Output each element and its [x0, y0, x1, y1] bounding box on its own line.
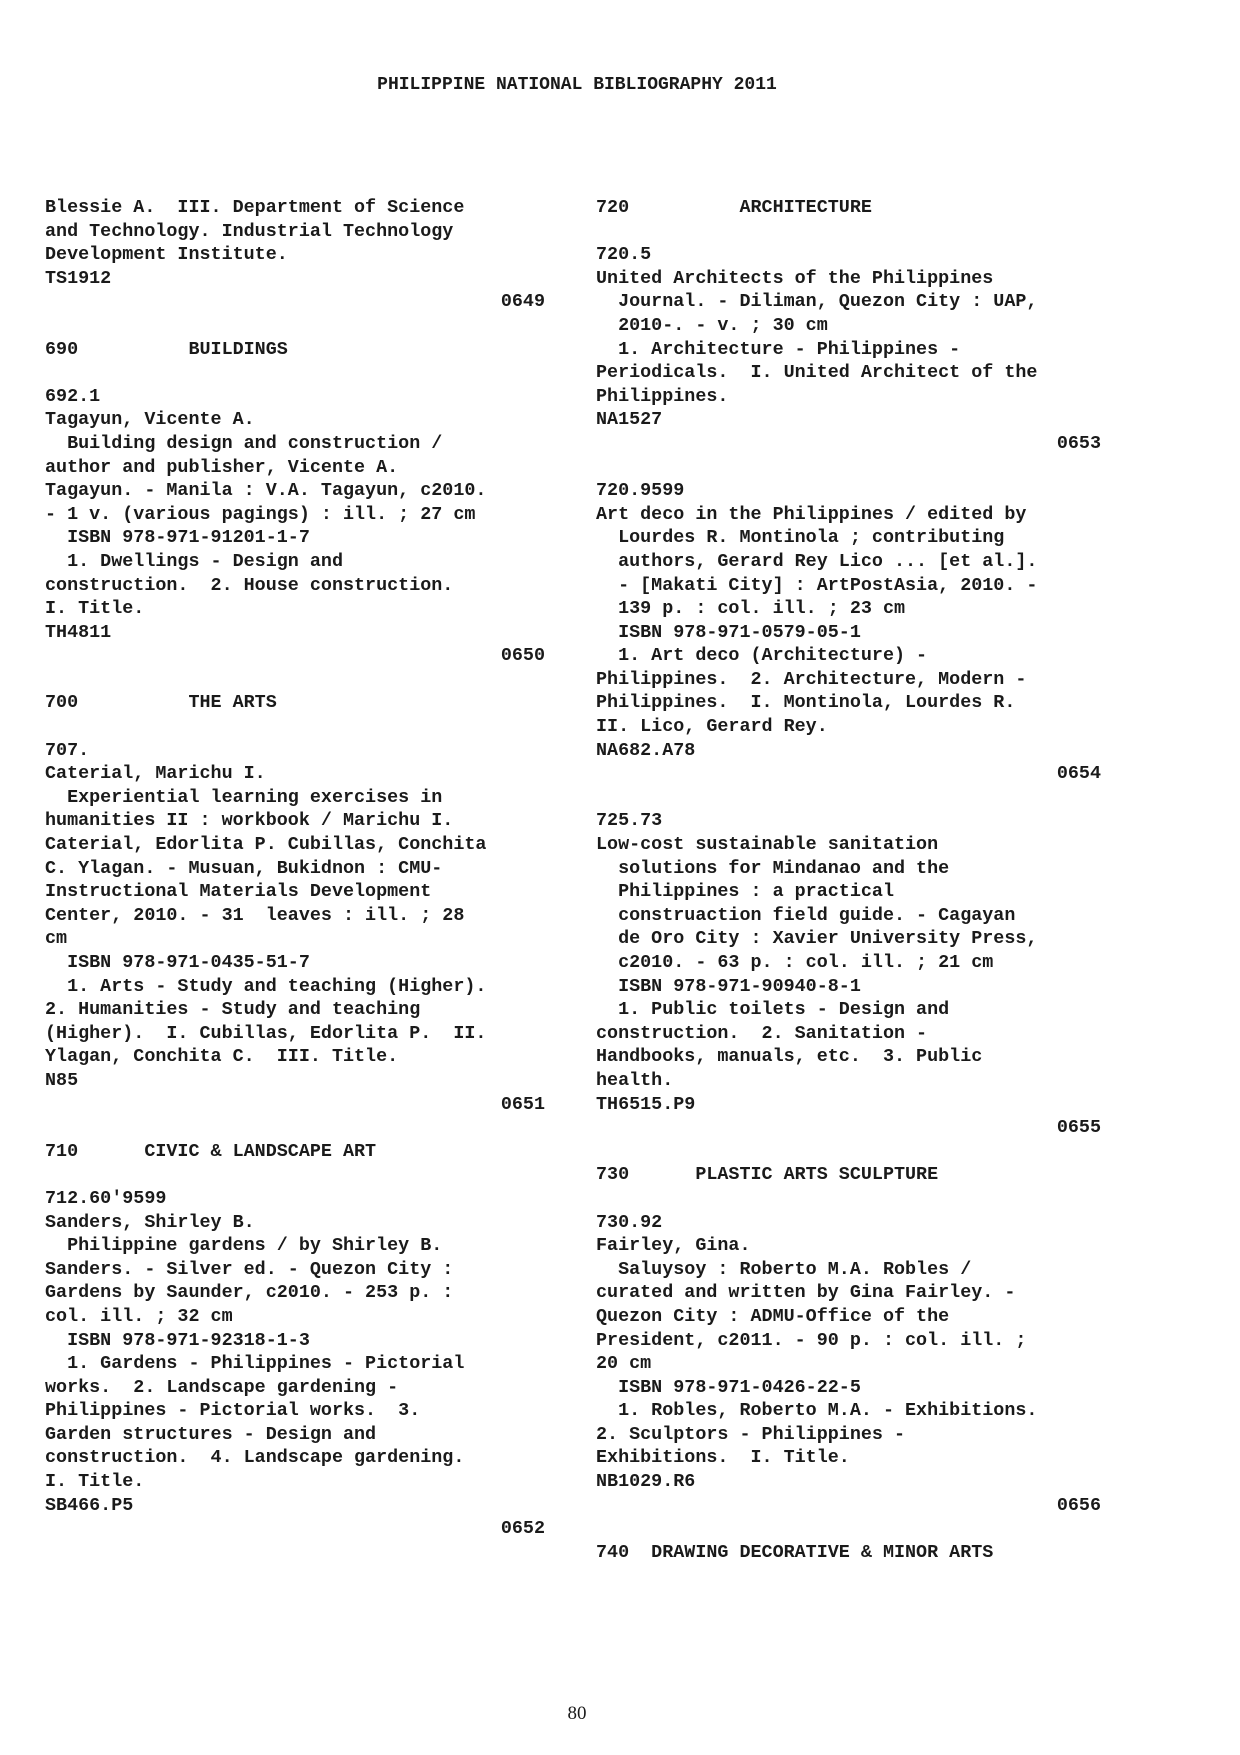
entry-line: solutions for Mindanao and the	[596, 857, 950, 879]
entry-line: - [Makati City] : ArtPostAsia, 2010. -	[596, 574, 1038, 596]
classification-number: 692.1	[45, 385, 101, 407]
entry-line: construction. 4. Landscape gardening.	[45, 1447, 465, 1469]
entry-author: Fairley, Gina.	[596, 1235, 751, 1257]
catalog-entry-0651	[45, 739, 545, 1117]
entry-title: Art deco in the Philippines / edited by	[596, 503, 1027, 525]
entry-line: (Higher). I. Cubillas, Edorlita P. II.	[45, 1022, 487, 1044]
entry-line: Handbooks, manuals, etc. 3. Public	[596, 1046, 983, 1068]
entry-line: de Oro City : Xavier University Press,	[596, 928, 1038, 950]
call-number: TH4811	[45, 621, 112, 643]
entry-line: Philippines. 2. Architecture, Modern -	[596, 668, 1027, 690]
entry-line: 20 cm	[596, 1353, 652, 1375]
call-number: N85	[45, 1069, 79, 1091]
classification-number: 707.	[45, 739, 90, 761]
section-heading-710: 710 CIVIC & LANDSCAPE ART	[45, 1140, 377, 1162]
entry-line: 1. Robles, Roberto M.A. - Exhibitions.	[596, 1400, 1038, 1422]
entry-isbn: ISBN 978-971-0426-22-5	[596, 1376, 861, 1398]
call-number: TS1912	[45, 267, 112, 289]
catalog-entry-0656	[596, 1211, 1101, 1518]
entry-title: United Architects of the Philippines	[596, 267, 994, 289]
entry-line: 2010-. - v. ; 30 cm	[596, 314, 828, 336]
call-number: NA682.A78	[596, 739, 696, 761]
entry-line: col. ill. ; 32 cm	[45, 1305, 233, 1327]
entry-line: Exhibitions. I. Title.	[596, 1447, 850, 1469]
entry-line: Development Institute.	[45, 244, 288, 266]
entry-author: Sanders, Shirley B.	[45, 1211, 255, 1233]
call-number: NB1029.R6	[596, 1471, 696, 1493]
entry-line: Saluysoy : Roberto M.A. Robles /	[596, 1258, 972, 1280]
section-heading-700: 700 THE ARTS	[45, 692, 277, 714]
classification-number: 720.9599	[596, 480, 685, 502]
entry-line: Sanders. - Silver ed. - Quezon City :	[45, 1258, 454, 1280]
entry-line: I. Title.	[45, 1471, 145, 1493]
entry-line: - 1 v. (various pagings) : ill. ; 27 cm	[45, 503, 476, 525]
entry-line: Philippines - Pictorial works. 3.	[45, 1400, 421, 1422]
entry-line: Instructional Materials Development	[45, 881, 432, 903]
entry-line: 1. Public toilets - Design and	[596, 999, 950, 1021]
entry-isbn: ISBN 978-971-90940-8-1	[596, 975, 861, 997]
section-heading-720: 720 ARCHITECTURE	[596, 197, 872, 218]
entry-line: Experiential learning exercises in	[45, 786, 443, 808]
entry-number: 0652	[500, 1518, 545, 1540]
catalog-entry-0652	[45, 1187, 545, 1541]
entry-line: 1. Dwellings - Design and	[45, 550, 343, 572]
entry-isbn: ISBN 978-971-0435-51-7	[45, 952, 310, 973]
entry-line: construaction field guide. - Cagayan	[596, 904, 1016, 926]
entry-line: C. Ylagan. - Musuan, Bukidnon : CMU-	[45, 857, 443, 879]
page-number: 80	[567, 1703, 587, 1724]
entry-number: 0654	[1056, 763, 1101, 785]
entry-line: 2. Humanities - Study and teaching	[45, 999, 421, 1021]
entry-number: 0650	[500, 645, 545, 667]
entry-line: Blessie A. III. Department of Science	[45, 197, 465, 218]
page-header: PHILIPPINE NATIONAL BIBLIOGRAPHY 2011	[377, 75, 777, 95]
entry-line: I. Title.	[45, 598, 145, 620]
entry-line: 1. Arts - Study and teaching (Higher).	[45, 975, 487, 997]
catalog-entry-0653	[596, 243, 1101, 455]
entry-line: Caterial, Edorlita P. Cubillas, Conchita	[45, 834, 487, 856]
entry-line: authors, Gerard Rey Lico ... [et al.].	[596, 550, 1038, 572]
classification-number: 725.73	[596, 810, 663, 832]
entry-line: Journal. - Diliman, Quezon City : UAP,	[596, 291, 1038, 313]
left-column	[45, 196, 545, 1541]
entry-line: author and publisher, Vicente A.	[45, 456, 399, 478]
entry-number: 0651	[500, 1093, 545, 1115]
entry-line: Philippines.	[596, 385, 729, 407]
section-heading-730: 730 PLASTIC ARTS SCULPTURE	[596, 1164, 939, 1186]
entry-line: curated and written by Gina Fairley. -	[596, 1282, 1016, 1304]
entry-line: Lourdes R. Montinola ; contributing	[596, 527, 1005, 549]
entry-line: Building design and construction /	[45, 432, 443, 454]
entry-author: Caterial, Marichu I.	[45, 763, 266, 785]
entry-line: 2. Sculptors - Philippines -	[596, 1423, 906, 1445]
section-heading-690: 690 BUILDINGS	[45, 338, 288, 360]
entry-line: Quezon City : ADMU-Office of the	[596, 1305, 950, 1327]
entry-isbn: ISBN 978-971-91201-1-7	[45, 527, 310, 549]
entry-line: and Technology. Industrial Technology	[45, 220, 454, 242]
catalog-entry-0655	[596, 809, 1101, 1139]
entry-line: Periodicals. I. United Architect of the	[596, 362, 1038, 384]
entry-line: II. Lico, Gerard Rey.	[596, 716, 828, 738]
entry-isbn: ISBN 978-971-92318-1-3	[45, 1329, 310, 1351]
entry-line: 1. Architecture - Philippines -	[596, 338, 961, 360]
entry-line: health.	[596, 1069, 674, 1091]
entry-line: 1. Gardens - Philippines - Pictorial	[45, 1353, 465, 1375]
entry-line: humanities II : workbook / Marichu I.	[45, 810, 454, 832]
classification-number: 712.60'9599	[45, 1187, 167, 1209]
entry-line: Tagayun. - Manila : V.A. Tagayun, c2010.	[45, 480, 487, 502]
entry-line: works. 2. Landscape gardening -	[45, 1376, 399, 1398]
entry-line: cm	[45, 928, 68, 950]
entry-line: Garden structures - Design and	[45, 1423, 377, 1445]
entry-line: Philippines. I. Montinola, Lourdes R.	[596, 692, 1016, 714]
entry-title: Low-cost sustainable sanitation	[596, 834, 939, 856]
right-column	[596, 196, 1101, 1564]
call-number: NA1527	[596, 409, 663, 431]
entry-line: Gardens by Saunder, c2010. - 253 p. :	[45, 1282, 454, 1304]
entry-line: Center, 2010. - 31 leaves : ill. ; 28	[45, 904, 465, 926]
entry-line: Philippines : a practical	[596, 881, 894, 903]
entry-line: 1. Art deco (Architecture) -	[596, 645, 928, 667]
call-number: SB466.P5	[45, 1494, 134, 1516]
entry-number: 0656	[1056, 1494, 1101, 1516]
entry-number: 0649	[500, 291, 545, 313]
classification-number: 730.92	[596, 1211, 663, 1233]
call-number: TH6515.P9	[596, 1093, 696, 1115]
entry-line: c2010. - 63 p. : col. ill. ; 21 cm	[596, 952, 994, 973]
entry-line: Ylagan, Conchita C. III. Title.	[45, 1046, 399, 1068]
classification-number: 720.5	[596, 244, 652, 266]
section-heading-740: 740 DRAWING DECORATIVE & MINOR ARTS	[596, 1541, 994, 1563]
entry-isbn: ISBN 978-971-0579-05-1	[596, 621, 861, 643]
entry-line: construction. 2. House construction.	[45, 574, 454, 596]
entry-author: Tagayun, Vicente A.	[45, 409, 255, 431]
entry-number: 0655	[1056, 1117, 1101, 1139]
entry-line: Philippine gardens / by Shirley B.	[45, 1235, 443, 1257]
entry-line: 139 p. : col. ill. ; 23 cm	[596, 598, 906, 620]
catalog-entry-0649	[45, 196, 545, 314]
entry-line: President, c2011. - 90 p. : col. ill. ;	[596, 1329, 1027, 1351]
catalog-entry-0650	[45, 385, 545, 668]
entry-line: construction. 2. Sanitation -	[596, 1022, 928, 1044]
catalog-entry-0654	[596, 479, 1101, 786]
entry-number: 0653	[1056, 432, 1101, 454]
